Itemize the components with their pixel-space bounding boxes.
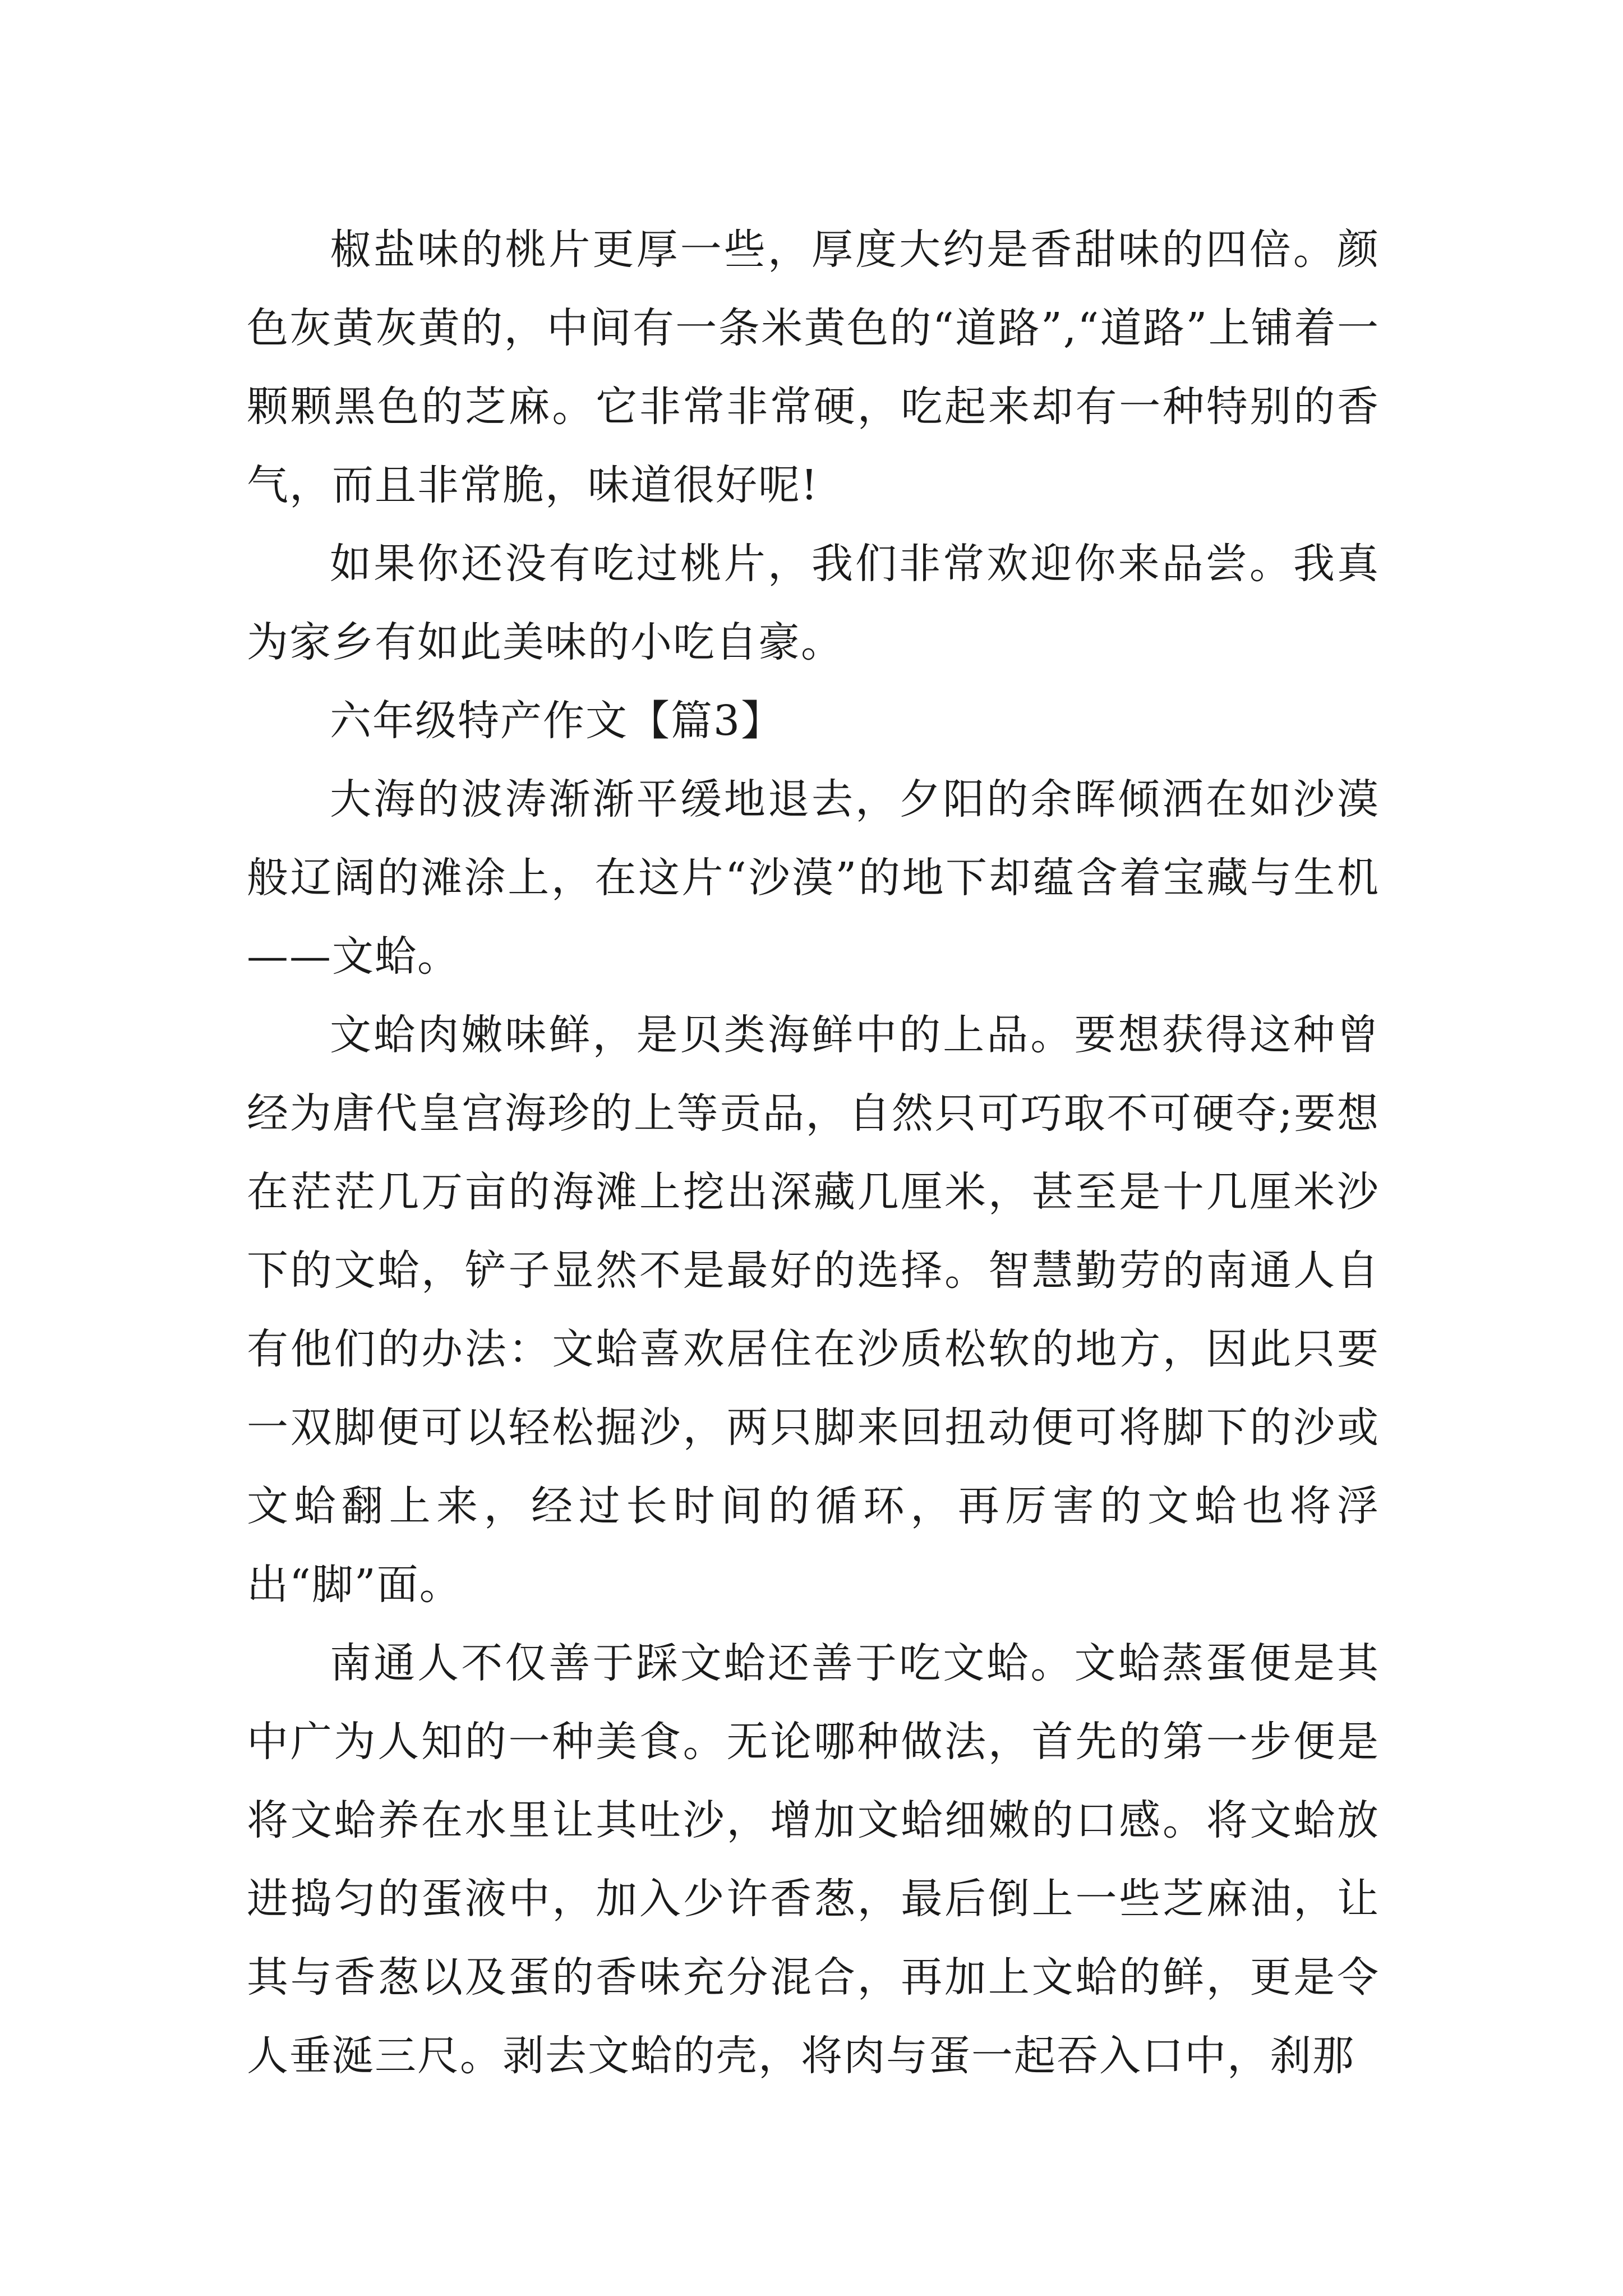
paragraph-clam-harvest: 文蛤肉嫩味鲜，是贝类海鲜中的上品。要想获得这种曾经为唐代皇宫海珍的上等贡品，自然只可巧取不可硬夺;要想在茫茫几万亩的海滩上挖出深藏几厘米，甚至是十几厘米沙下的文蛤，铲子显然不是最好的选择。智慧勤劳的南通人自有他们的办法：文蛤喜欢居住在沙质松软的地方，因此只要一双脚便可以轻松掘沙，两只脚来回扭动便可将脚下的沙或文蛤翻上来，经过长时间的循环，再厉害的文蛤也将浮出“脚”面。 xyxy=(247,1011,1380,1609)
paragraph-clam-cooking: 南通人不仅善于踩文蛤还善于吃文蛤。文蛤蒸蛋便是其中广为人知的一种美食。无论哪种做法，首先的第一步便是将文蛤养在水里让其吐沙，增加文蛤细嫩的口感。将文蛤放进捣匀的蛋液中，加入少许香葱，最后倒上一些芝麻油，让其与香葱以及蛋的香味充分混合，再加上文蛤的鲜，更是令人垂涎三尺。剥去文蛤的壳，将肉与蛋一起吞入口中，刹那 xyxy=(247,1639,1380,2080)
document-body xyxy=(247,210,1380,2095)
section-heading: 六年级特产作文【篇3】 xyxy=(330,697,784,745)
paragraph-peach-slice-invitation: 如果你还没有吃过桃片，我们非常欢迎你来品尝。我真为家乡有如此美味的小吃自豪。 xyxy=(247,540,1380,666)
paragraph-peach-slice-salt-pepper: 椒盐味的桃片更厚一些，厚度大约是香甜味的四倍。颜色灰黄灰黄的，中间有一条米黄色的“道路”,“道路”上铺着一颗颗黑色的芝麻。它非常非常硬，吃起来却有一种特别的香气，而且非常脆，味道很好呢! xyxy=(247,226,1380,509)
paragraph-clam-intro: 大海的波涛渐渐平缓地退去，夕阳的余晖倾洒在如沙漠般辽阔的滩涂上，在这片“沙漠”的地下却蕴含着宝藏与生机——文蛤。 xyxy=(247,775,1380,981)
